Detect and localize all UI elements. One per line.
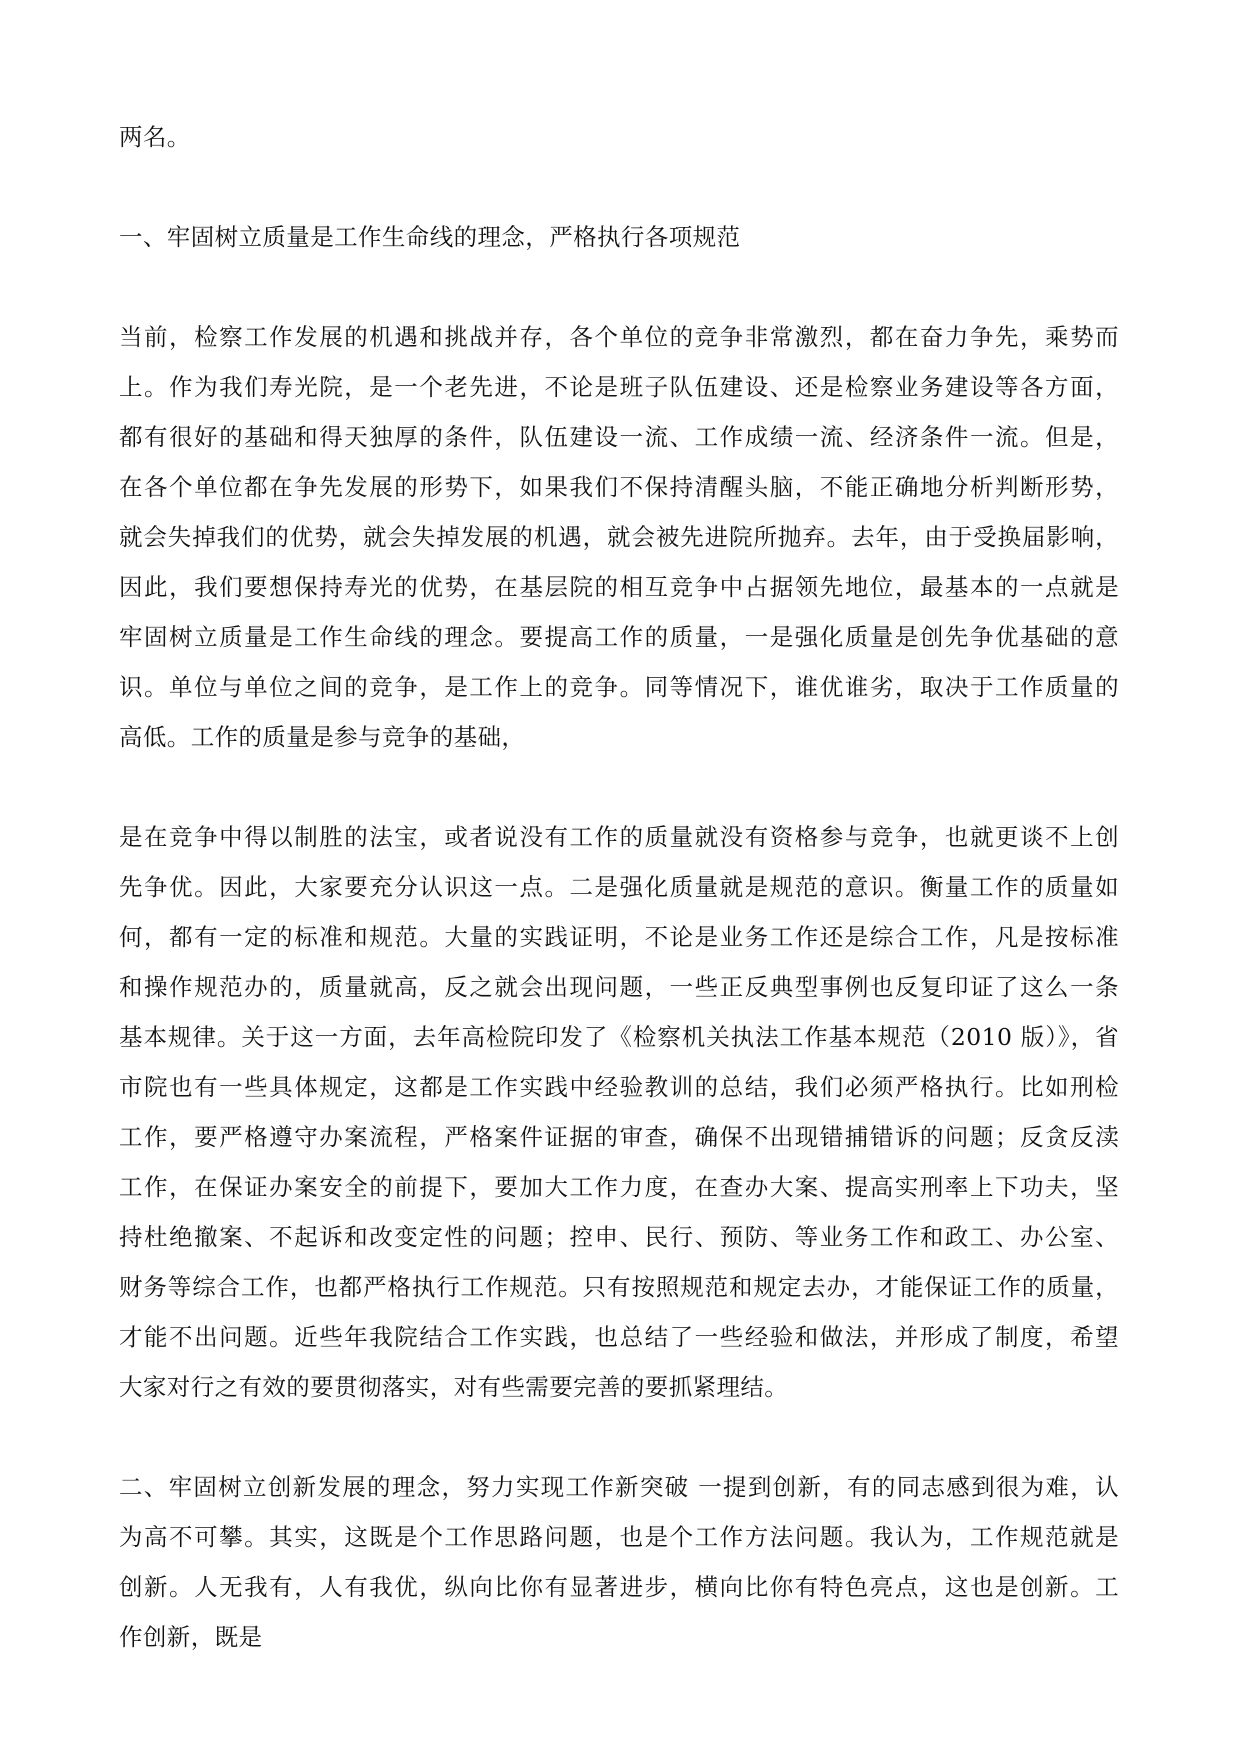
text-line: 为高不可攀。其实，这既是个工作思路问题，也是个工作方法问题。我认为，工作规范就是 bbox=[119, 1523, 1119, 1551]
text-line: 才能不出问题。近些年我院结合工作实践，也总结了一些经验和做法，并形成了制度，希望 bbox=[119, 1323, 1119, 1351]
text-line: 都有很好的基础和得天独厚的条件，队伍建设一流、工作成绩一流、经济条件一流。但是， bbox=[119, 423, 1119, 451]
text-line: 因此，我们要想保持寿光的优势，在基层院的相互竞争中占据领先地位，最基本的一点就是 bbox=[119, 573, 1119, 601]
text-line: 持杜绝撤案、不起诉和改变定性的问题；控申、民行、预防、等业务工作和政工、办公室、 bbox=[119, 1223, 1119, 1251]
paragraph-3 bbox=[119, 1462, 1119, 1662]
text-line: 大家对行之有效的要贯彻落实，对有些需要完善的要抓紧理结。 bbox=[119, 1373, 789, 1401]
intro-line: 两名。 bbox=[119, 123, 191, 151]
text-line: 作创新，既是 bbox=[119, 1623, 263, 1651]
paragraph-1 bbox=[119, 312, 1119, 762]
text-line: 在各个单位都在争先发展的形势下，如果我们不保持清醒头脑，不能正确地分析判断形势， bbox=[119, 473, 1119, 501]
text-line: 先争优。因此，大家要充分认识这一点。二是强化质量就是规范的意识。衡量工作的质量如 bbox=[119, 873, 1119, 901]
text-line: 是在竞争中得以制胜的法宝，或者说没有工作的质量就没有资格参与竞争，也就更谈不上创 bbox=[119, 823, 1119, 851]
paragraph-gap bbox=[119, 262, 1119, 312]
text-line: 工作，要严格遵守办案流程，严格案件证据的审查，确保不出现错捕错诉的问题；反贪反渎 bbox=[119, 1123, 1119, 1151]
text-line: 二、牢固树立创新发展的理念，努力实现工作新突破 一提到创新，有的同志感到很为难，认 bbox=[119, 1473, 1119, 1501]
paragraph-gap bbox=[119, 1412, 1119, 1462]
paragraph-gap bbox=[119, 162, 1119, 212]
text-line: 何，都有一定的标准和规范。大量的实践证明，不论是业务工作还是综合工作，凡是按标准 bbox=[119, 923, 1119, 951]
paragraph-gap bbox=[119, 762, 1119, 812]
text-line: 和操作规范办的，质量就高，反之就会出现问题，一些正反典型事例也反复印证了这么一条 bbox=[119, 973, 1119, 1001]
section-heading-1: 一、牢固树立质量是工作生命线的理念，严格执行各项规范 bbox=[119, 223, 741, 251]
paragraph-2 bbox=[119, 812, 1119, 1412]
text-line: 市院也有一些具体规定，这都是工作实践中经验教训的总结，我们必须严格执行。比如刑检 bbox=[119, 1073, 1119, 1101]
text-line: 识。单位与单位之间的竞争，是工作上的竞争。同等情况下，谁优谁劣，取决于工作质量的 bbox=[119, 673, 1119, 701]
text-line: 基本规律。关于这一方面，去年高检院印发了《检察机关执法工作基本规范（2010 版）》，省 bbox=[119, 1023, 1119, 1051]
text-line: 就会失掉我们的优势，就会失掉发展的机遇，就会被先进院所抛弃。去年，由于受换届影响， bbox=[119, 523, 1119, 551]
text-line: 牢固树立质量是工作生命线的理念。要提高工作的质量，一是强化质量是创先争优基础的意 bbox=[119, 623, 1119, 651]
text-line: 创新。人无我有，人有我优，纵向比你有显著进步，横向比你有特色亮点，这也是创新。工 bbox=[119, 1573, 1119, 1601]
text-line: 上。作为我们寿光院，是一个老先进，不论是班子队伍建设、还是检察业务建设等各方面， bbox=[119, 373, 1119, 401]
text-line: 当前，检察工作发展的机遇和挑战并存，各个单位的竞争非常激烈，都在奋力争先，乘势而 bbox=[119, 323, 1119, 351]
text-line: 财务等综合工作，也都严格执行工作规范。只有按照规范和规定去办，才能保证工作的质量， bbox=[119, 1273, 1119, 1301]
document-page bbox=[119, 112, 1119, 1662]
text-line: 工作，在保证办案安全的前提下，要加大工作力度，在查办大案、提高实刑率上下功夫，坚 bbox=[119, 1173, 1119, 1201]
text-line: 高低。工作的质量是参与竞争的基础， bbox=[119, 723, 526, 751]
